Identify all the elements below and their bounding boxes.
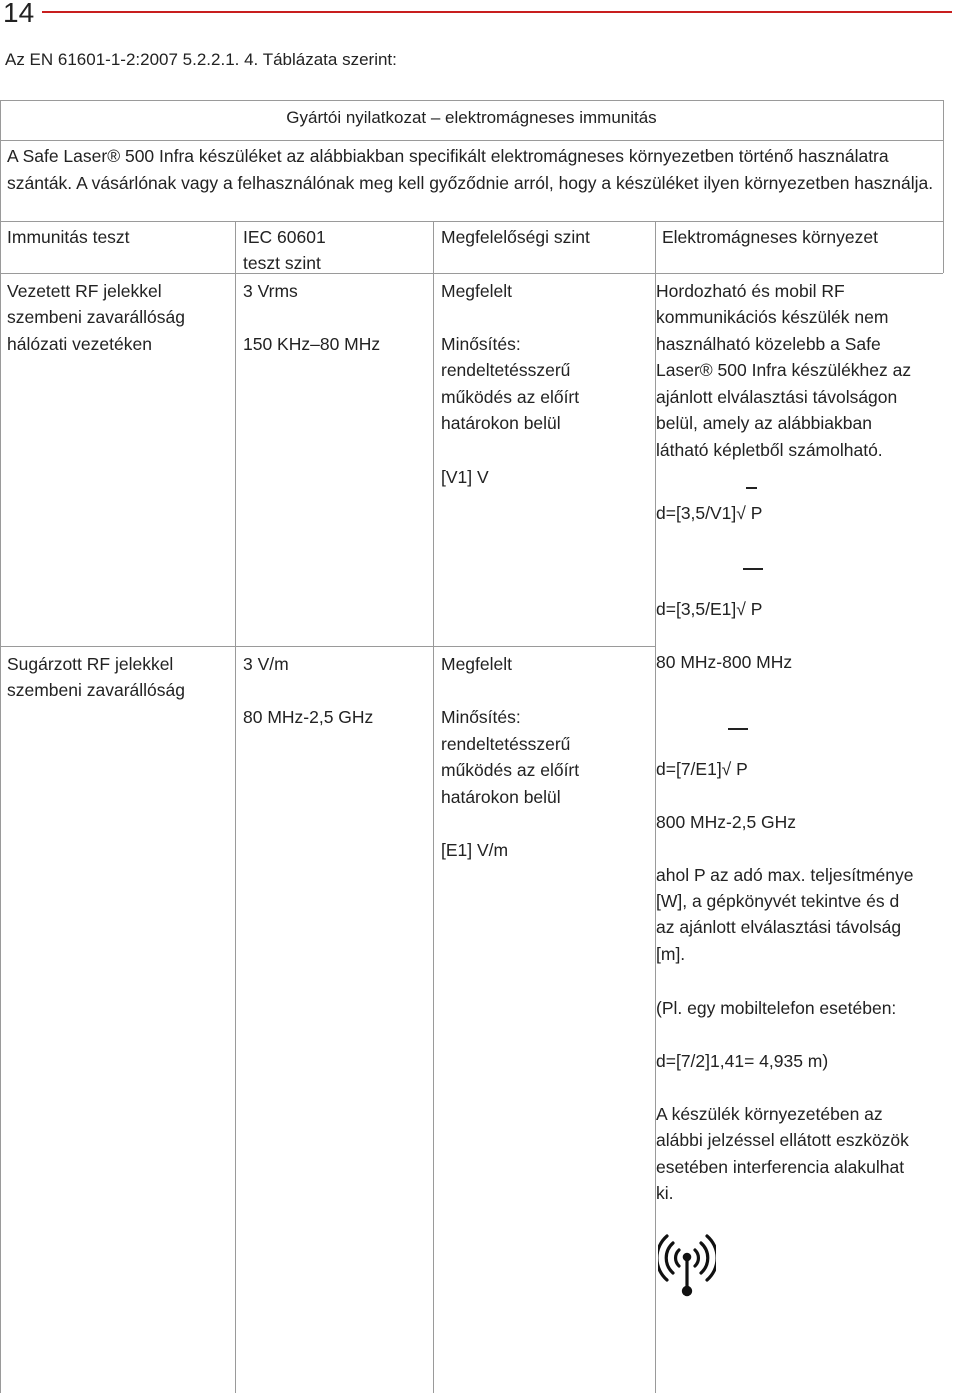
header-iec-line2: teszt szint xyxy=(243,253,321,273)
row1-env-line7: látható képletből számolható. xyxy=(656,440,883,460)
header-em-environment: Elektromágneses környezet xyxy=(662,227,878,247)
formula2-overbar xyxy=(743,568,763,570)
row1-test-line3: hálózati vezetéken xyxy=(7,334,152,354)
table-title: Gyártói nyilatkozat – elektromágneses immunitás xyxy=(286,108,657,127)
header-iec-line1: IEC 60601 xyxy=(243,227,326,247)
row1-value: [V1] V xyxy=(441,467,489,487)
table-line-row1-bottom xyxy=(0,646,655,647)
row2-interference-line3: esetében interferencia alakulhat xyxy=(656,1157,905,1177)
table-border-left xyxy=(0,100,1,1393)
table-description: A Safe Laser® 500 Infra készüléket az alábbiakban specifikált elektromágneses környezetben történő használatra szánták. A vásárlónak vagy a felhasználónak meg kell győződnie arról, hogy a készüléket ilyen környezetben használja. xyxy=(7,146,934,193)
row1-env-line2: kommunikációs készülék nem xyxy=(656,307,889,327)
row2-band1: 80 MHz-800 MHz xyxy=(656,652,793,672)
table-col-divider-1 xyxy=(235,221,236,1393)
table-line-header xyxy=(0,221,943,222)
row1-test-line1: Vezetett RF jelekkel xyxy=(7,281,162,301)
row1-env-line6: belül, amely az alábbiakban xyxy=(656,413,872,433)
row2-interference-line4: ki. xyxy=(656,1183,674,1203)
row2-note-line4: [m]. xyxy=(656,944,686,964)
header-rule xyxy=(42,11,952,13)
row2-note-line2: [W], a gépkönyvét tekintve és d xyxy=(656,891,900,911)
row2-rating-line4: határokon belül xyxy=(441,787,561,807)
row2-rating-line1: Minősítés: xyxy=(441,707,521,727)
header-compliance-level: Megfelelőségi szint xyxy=(441,227,590,247)
table-line-header-bottom xyxy=(0,273,943,274)
row2-rating-line3: működés az előírt xyxy=(441,760,580,780)
row1-rating-line1: Minősítés: xyxy=(441,334,521,354)
row1-env-line4: Laser® 500 Infra készülékhez az xyxy=(656,360,912,380)
row2-band2: 800 MHz-2,5 GHz xyxy=(656,812,797,832)
row2-test-line1: Sugárzott RF jelekkel xyxy=(7,654,174,674)
row2-rating-line2: rendeltetésszerű xyxy=(441,734,571,754)
non-ionizing-radiation-icon xyxy=(658,1230,716,1298)
table-border-right xyxy=(943,100,944,273)
row1-env-line5: ajánlott elválasztási távolságon xyxy=(656,387,898,407)
row2-value: [E1] V/m xyxy=(441,840,509,860)
row2-example2: d=[7/2]1,41= 4,935 m) xyxy=(656,1051,829,1071)
table-line-title xyxy=(0,140,943,141)
row1-env-line1: Hordozható és mobil RF xyxy=(656,281,845,301)
row2-formula3: d=[7/E1]√ P xyxy=(656,759,748,779)
row1-level-b: 150 KHz–80 MHz xyxy=(243,334,381,354)
row2-example1: (Pl. egy mobiltelefon esetében: xyxy=(656,998,897,1018)
row2-level-a: 3 V/m xyxy=(243,654,289,674)
intro-text: Az EN 61601-1-2:2007 5.2.2.1. 4. Táblázata szerint: xyxy=(5,50,397,69)
formula3-overbar xyxy=(728,728,748,730)
row1-level-a: 3 Vrms xyxy=(243,281,298,301)
page-number: 14 xyxy=(3,0,35,28)
row2-test-line2: szembeni zavarállóság xyxy=(7,680,186,700)
table-col-divider-2 xyxy=(433,221,434,1393)
row2-level-b: 80 MHz-2,5 GHz xyxy=(243,707,374,727)
row1-rating-line2: rendeltetésszerű xyxy=(441,360,571,380)
row2-note-line1: ahol P az adó max. teljesítménye xyxy=(656,865,914,885)
table-border-top xyxy=(0,100,943,101)
row1-test-line2: szembeni zavarállóság xyxy=(7,307,186,327)
row2-note-line3: az ajánlott elválasztási távolság xyxy=(656,917,902,937)
row1-env-line3: használható közelebb a Safe xyxy=(656,334,881,354)
row2-compliance: Megfelelt xyxy=(441,654,513,674)
header-immunity-test: Immunitás teszt xyxy=(7,227,130,247)
formula1-overbar xyxy=(746,487,757,489)
row1-formula1: d=[3,5/V1]√ P xyxy=(656,503,763,523)
row1-rating-line4: határokon belül xyxy=(441,413,561,433)
row1-rating-line3: működés az előírt xyxy=(441,387,580,407)
row2-interference-line2: alábbi jelzéssel ellátott eszközök xyxy=(656,1130,909,1150)
row1-formula2: d=[3,5/E1]√ P xyxy=(656,599,763,619)
row1-compliance: Megfelelt xyxy=(441,281,513,301)
row2-interference-line1: A készülék környezetében az xyxy=(656,1104,883,1124)
